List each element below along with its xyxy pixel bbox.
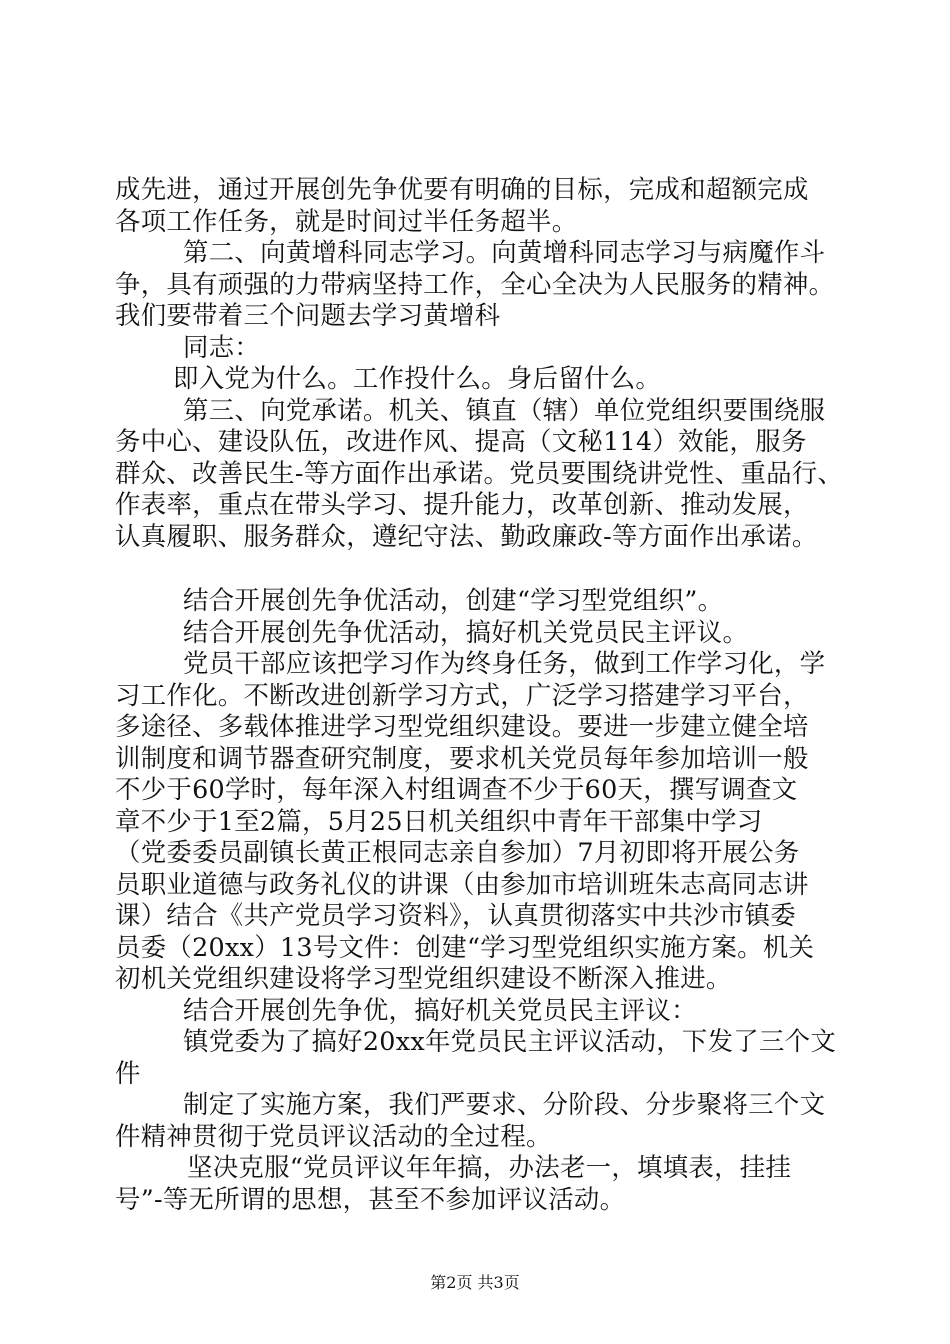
- paragraph-gap: [115, 552, 855, 585]
- text-line: 结合开展创先争优活动，创建“学习型党组织”。: [183, 585, 724, 615]
- text-line: 我们要带着三个问题去学习黄增科: [115, 300, 501, 330]
- text-line: 作表率，重点在带头学习、提升能力，改革创新、推动发展，: [115, 489, 809, 519]
- text-line: 争，具有顽强的力带病坚持工作，全心全决为人民服务的精神。: [115, 268, 835, 299]
- page-footer: [0, 1273, 950, 1293]
- text-line: 章不少于1至2篇，5月25日机关组织中青年干部集中学习: [115, 805, 763, 836]
- text-line: 成先进，通过开展创先争优要有明确的目标，完成和超额完成: [115, 174, 809, 204]
- text-line: 课）结合《共产党员学习资料》，认真贯彻落实中共沙市镇委: [115, 900, 796, 930]
- text-line: 件: [115, 1057, 141, 1088]
- text-line: 多途径、多载体推进学习型党组织建设。要进一步建立健全培: [115, 711, 809, 741]
- text-line: 结合开展创先争优，搞好机关党员民主评议：: [183, 994, 697, 1025]
- text-line: 即入党为什么。工作投什么。身后留什么。: [173, 363, 662, 393]
- text-line: 镇党委为了搞好20xx年党员民主评议活动，下发了三个文: [183, 1026, 837, 1056]
- text-line: 认真履职、服务群众，遵纪守法、勤政廉政-等方面作出承诺。: [115, 520, 818, 551]
- text-line: 坚决克服“党员评议年年搞，办法老一，填填表，挂挂: [187, 1152, 792, 1182]
- text-line: 训制度和调节器查研究制度，要求机关党员每年参加培训一般: [115, 742, 809, 773]
- document-body: [115, 174, 855, 1215]
- text-line: 务中心、建设队伍，改进作风、提高（文秘114）效能，服务: [115, 426, 807, 456]
- text-line: 各项工作任务，就是时间过半任务超半。: [115, 205, 578, 236]
- text-line: 制定了实施方案，我们严要求、分阶段、分步聚将三个文: [183, 1089, 826, 1119]
- text-line: 习工作化。不断改进创新学习方式，广泛学习搭建学习平台，: [115, 679, 809, 710]
- text-line: 第二、向黄增科同志学习。向黄增科同志学习与病魔作斗: [183, 237, 826, 267]
- text-line: 号”-等无所谓的思想，甚至不参加评议活动。: [115, 1183, 626, 1214]
- text-line: （党委委员副镇长黄正根同志亲自参加）7月初即将开展公务: [115, 837, 800, 867]
- text-line: 件精神贯彻于党员评议活动的全过程。: [115, 1120, 552, 1151]
- text-line: 群众、改善民生-等方面作出承诺。党员要围绕讲党性、重品行、: [115, 457, 844, 488]
- text-line: 员职业道德与政务礼仪的讲课（由参加市培训班朱志高同志讲: [115, 868, 809, 899]
- text-line: 第三、向党承诺。机关、镇直（辖）单位党组织要围绕服: [183, 394, 826, 425]
- page-number-label: 第2页 共3页: [430, 1273, 520, 1292]
- text-line: 同志：: [183, 331, 261, 362]
- text-line: 初机关党组织建设将学习型党组织建设不断深入推进。: [115, 963, 732, 993]
- text-line: 党员干部应该把学习作为终身任务，做到工作学习化，学: [183, 648, 826, 678]
- text-line: 不少于60学时，每年深入村组调查不少于60天，撰写调查文: [115, 774, 798, 804]
- text-line: 员委（20xx）13号文件：创建“学习型党组织实施方案。机关: [115, 931, 815, 962]
- text-line: 结合开展创先争优活动，搞好机关党员民主评议。: [183, 616, 749, 647]
